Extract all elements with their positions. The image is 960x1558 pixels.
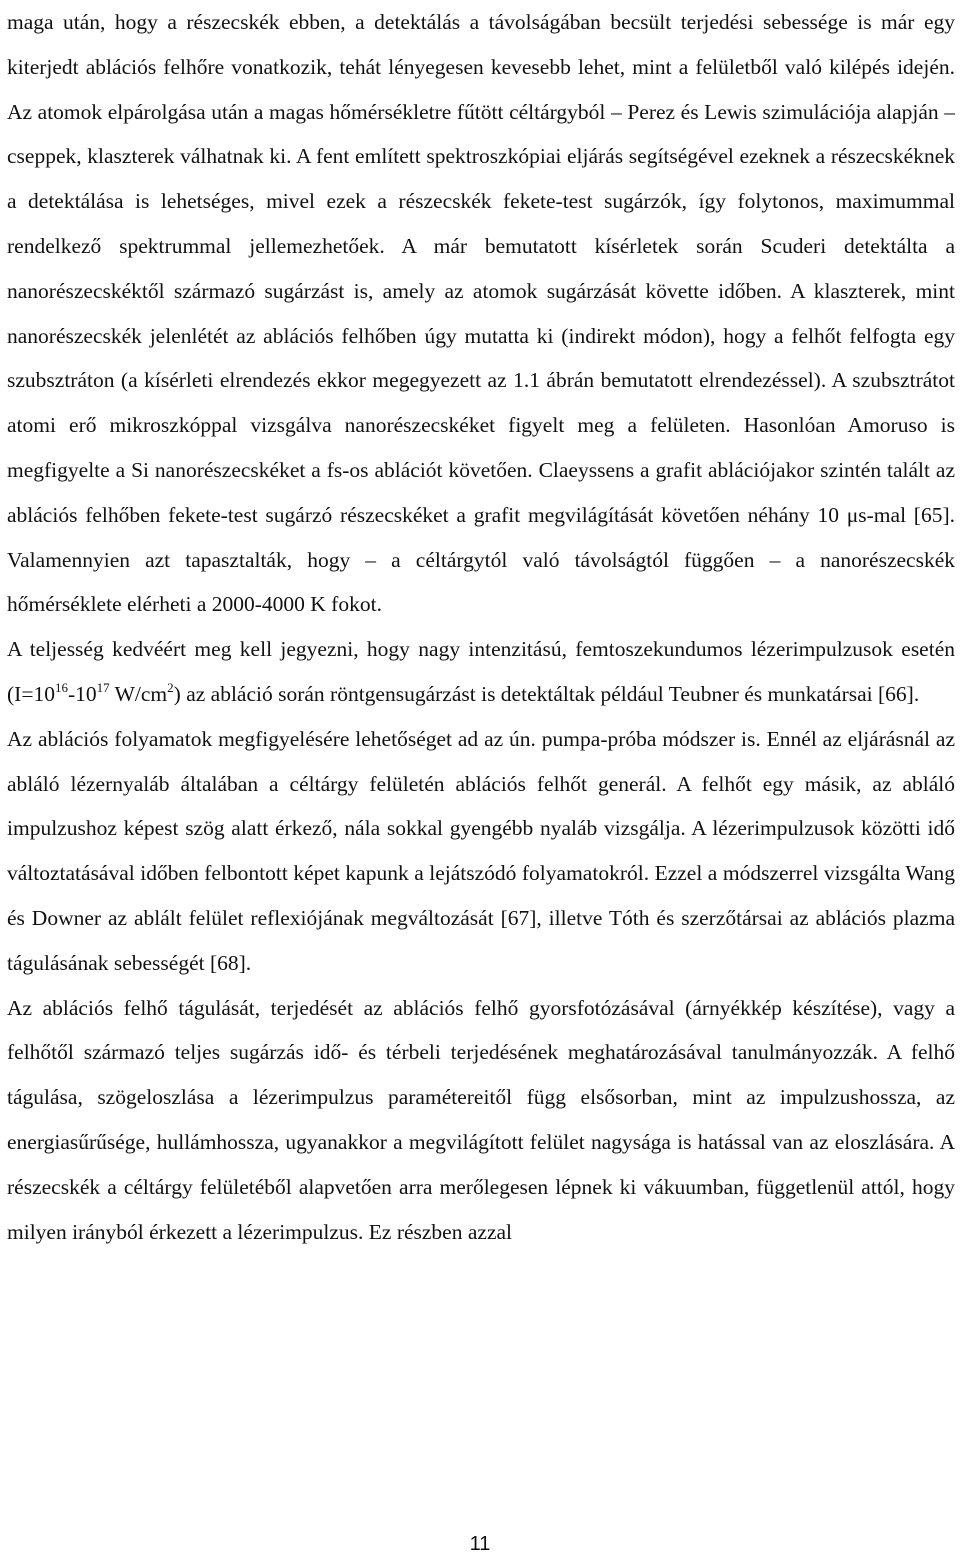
paragraph-2-mid2: W/cm: [109, 681, 168, 706]
paragraph-1: [7, 0, 955, 627]
paragraph-2-mid1: -10: [67, 681, 97, 706]
paragraph-3-text: Az ablációs folyamatok megfigyelésére lehetőséget ad az ún. pumpa-próba módszer is. Ennél az eljárásnál az abláló lézernyaláb általában a céltárgy felületén ablációs felhőt generál. A felhőt egy másik, az abláló impulzushoz képest szög alatt érkező, nála sokkal gyengébb nyaláb vizsgálja. A lézerimpulzusok közötti idő változtatásával időben felbontott képet kapunk a lejátszódó folyamatokról. Ezzel a módszerrel vizsgálta Wang és Downer az ablált felület reflexiójának megváltozását [67], illetve Tóth és szerzőtársai az ablációs plazma tágulásának sebességét [68].: [7, 726, 955, 975]
exponent-16: 16: [54, 679, 68, 695]
exponent-2: 2: [167, 679, 174, 695]
paragraph-2-after: ) az abláció során röntgensugárzást is detektáltak például Teubner és munkatársai [66].: [173, 681, 920, 706]
paragraph-1-text: maga után, hogy a részecskék ebben, a detektálás a távolságában becsült terjedési sebessége is már egy kiterjedt ablációs felhőre vonatkozik, tehát lényegesen kevesebb lehet, mint a felületből való kilépés idején. Az atomok elpárolgása után a magas hőmérsékletre fűtött céltárgyból ‒ Perez és Lewis szimulációja alapján ‒ cseppek, klaszterek válhatnak ki. A fent említett spektroszkópiai eljárás segítségével ezeknek a részecskéknek a detektálása is lehetséges, mivel ezek a részecskék fekete-test sugárzók, így folytonos, maximummal rendelkező spektrummal jellemezhetőek. A már bemutatott kísérletek során Scuderi detektálta a nanorészecskéktől származó sugárzást is, amely az atomok sugárzását követte időben. A klaszterek, mint nanorészecskék jelenlétét az ablációs felhőben úgy mutatta ki (indirekt módon), hogy a felhőt felfogta egy szubsztráton (a kísérleti elrendezés ekkor megegyezett az 1.1 ábrán bemutatott elrendezéssel). A szubsztrátot atomi erő mikroszkóppal vizsgálva nanorészecskéket figyelt meg a felületen. Hasonlóan Amoruso is megfigyelte a Si nanorészecskéket a fs-os ablációt követően. Claeyssens a grafit ablációjakor szintén talált az ablációs felhőben fekete-test sugárzó részecskéket a grafit megvilágítását követően néhány 10 μs-mal [65]. Valamennyien azt tapasztalták, hogy ‒ a céltárgytól való távolságtól függően ‒ a nanorészecskék hőmérséklete elérheti a 2000-4000 K fokot.: [7, 10, 955, 617]
paragraph-3: [7, 717, 955, 986]
paragraph-4-text: Az ablációs felhő tágulását, terjedését az ablációs felhő gyorsfotózásával (árnyékkép készítése), vagy a felhőtől származó teljes sugárzás idő- és térbeli terjedésének meghatározásával tanulmányozzák. A felhő tágulása, szögeloszlása a lézerimpulzus paramétereitől függ elsősorban, mint az impulzushossza, az energiasűrűsége, hullámhossza, ugyanakkor a megvilágított felület nagysága is hatással van az eloszlására. A részecskék a céltárgy felületéből alapvetően arra merőlegesen lépnek ki vákuumban, függetlenül attól, hogy milyen irányból érkezett a lézerimpulzus. Ez részben azzal: [7, 995, 955, 1244]
page-number: 11: [469, 1533, 491, 1555]
paragraph-2-before: A teljesség kedvéért meg kell jegyezni, hogy nagy intenzitású, femtoszekundumos lézerimpulzusok esetén (I=10: [7, 637, 955, 706]
paragraph-4: [7, 986, 955, 1255]
exponent-17: 17: [96, 679, 110, 695]
document-page: [7, 0, 955, 1254]
paragraph-2: [7, 627, 955, 717]
